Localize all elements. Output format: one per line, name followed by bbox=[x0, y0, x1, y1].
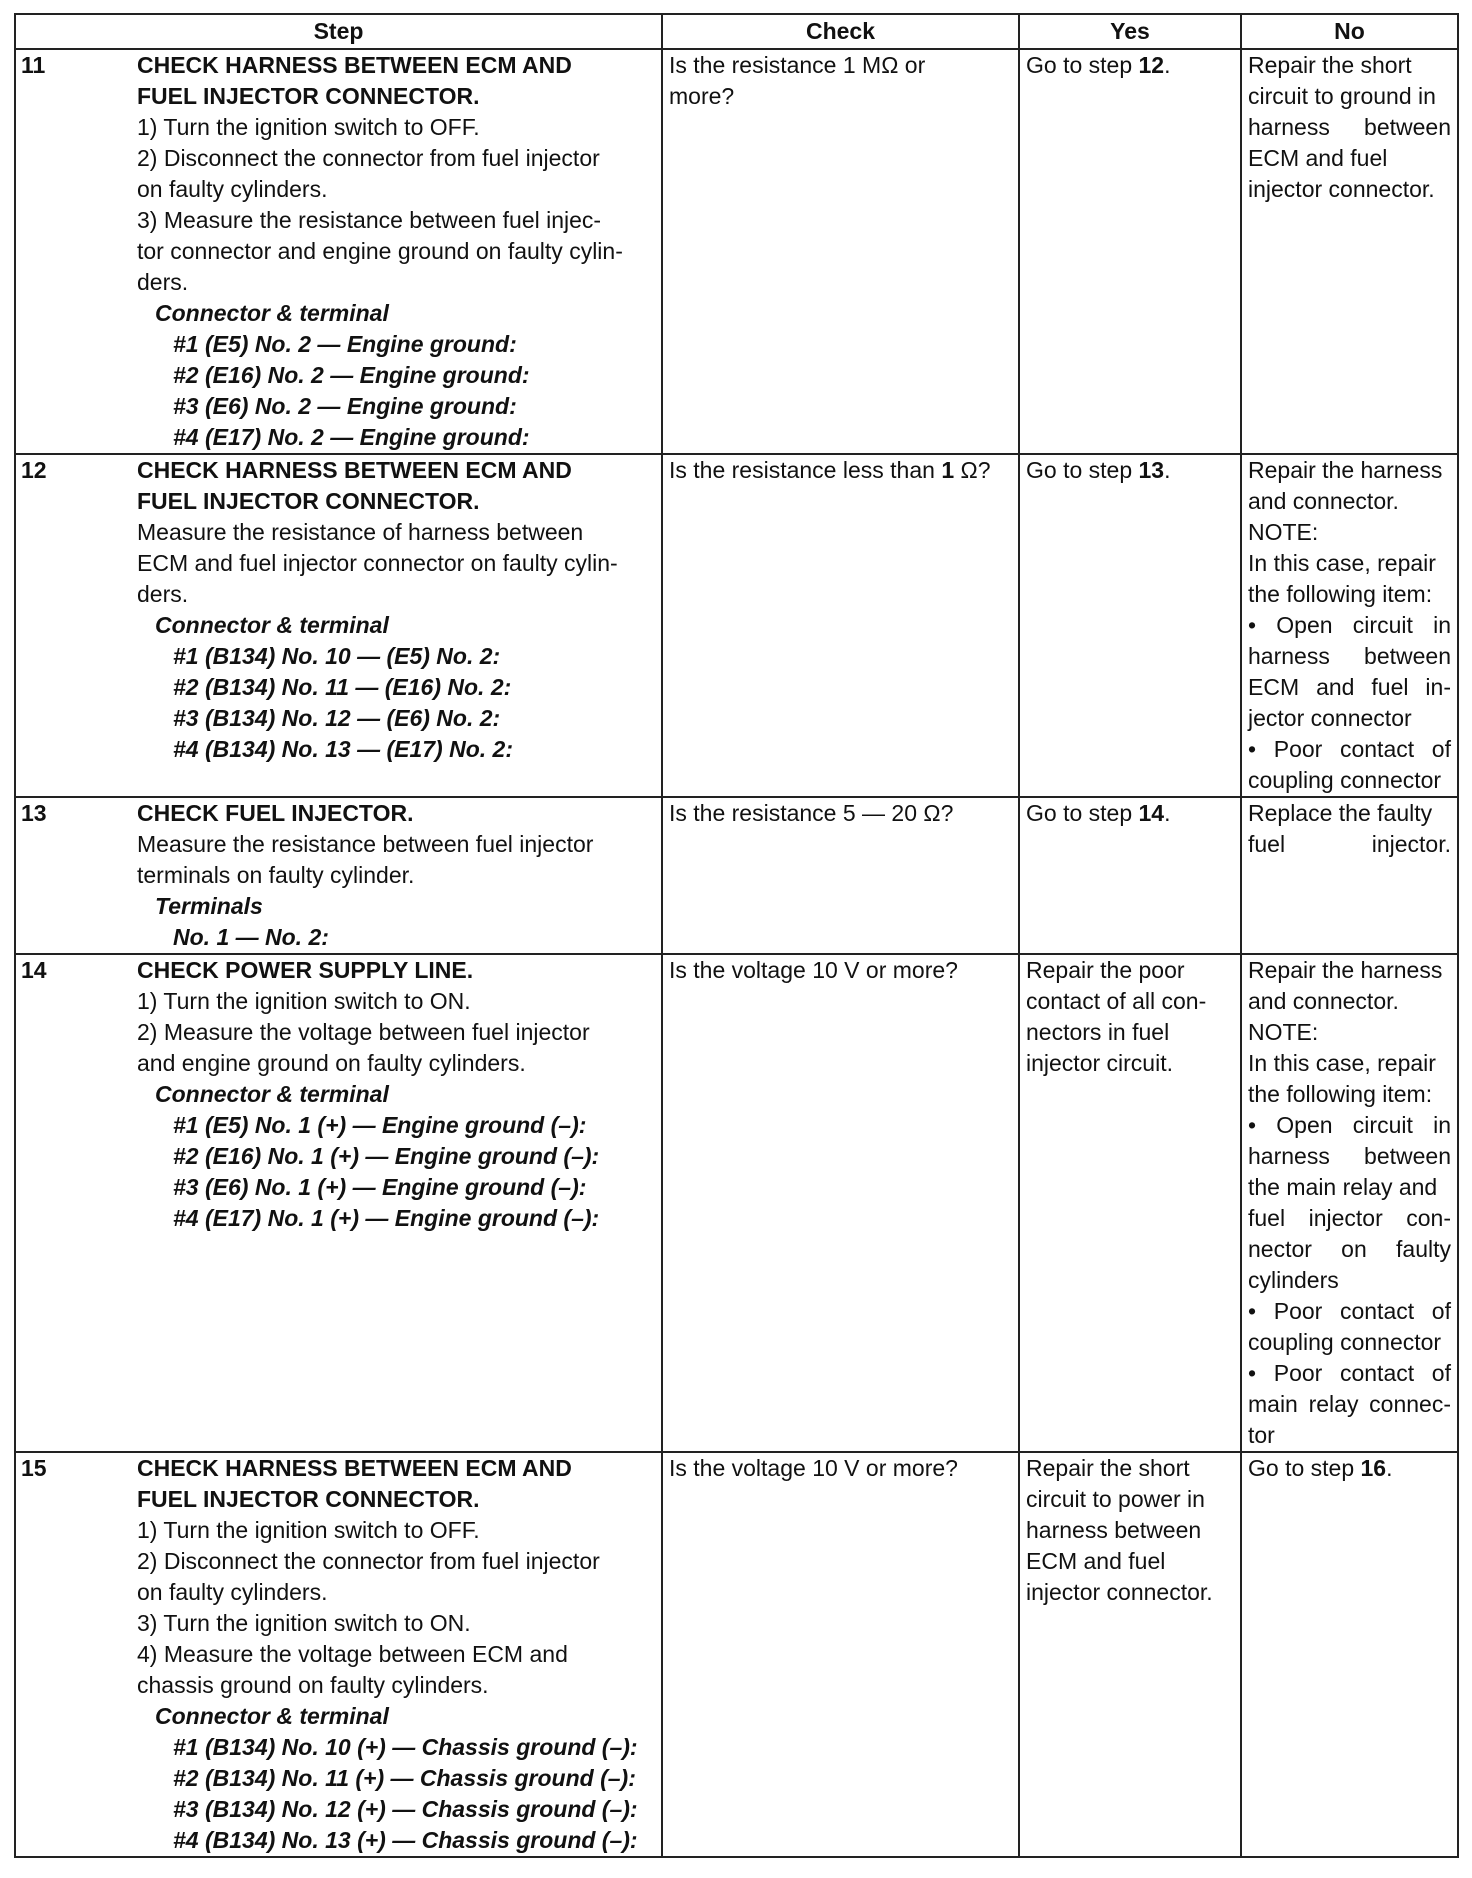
yes-text: Go to step bbox=[1026, 52, 1139, 78]
step-number: 11 bbox=[21, 52, 46, 78]
table-row bbox=[15, 797, 1458, 954]
step-subheading: Connector & terminal bbox=[155, 300, 389, 326]
step-body bbox=[137, 955, 661, 1234]
yes-step-number: 14 bbox=[1138, 800, 1165, 826]
table-row bbox=[15, 454, 1458, 797]
no-line: coupling connector bbox=[1248, 1329, 1442, 1355]
check-cell bbox=[662, 797, 1019, 954]
no-line: In this case, repair bbox=[1248, 1050, 1436, 1076]
no-line: and connector. bbox=[1248, 488, 1399, 514]
no-line: • Open circuit in bbox=[1248, 612, 1451, 638]
no-line: NOTE: bbox=[1248, 519, 1319, 545]
step-terminal: #1 (B134) No. 10 — (E5) No. 2: bbox=[173, 643, 501, 669]
step-title: CHECK HARNESS BETWEEN ECM AND bbox=[137, 1455, 572, 1481]
no-step-number: 16 bbox=[1360, 1455, 1387, 1481]
check-text: Is the resistance less than bbox=[669, 457, 942, 483]
step-content bbox=[16, 955, 661, 1234]
yes-cell bbox=[1019, 954, 1241, 1452]
step-instruction: on faulty cylinders. bbox=[137, 176, 328, 202]
step-cell bbox=[15, 1452, 662, 1857]
no-line: Repair the harness bbox=[1248, 957, 1443, 983]
no-text: Go to step bbox=[1248, 1455, 1361, 1481]
step-instruction: ders. bbox=[137, 269, 189, 295]
check-value: 1 bbox=[941, 457, 955, 483]
no-line: tor bbox=[1248, 1422, 1275, 1448]
step-body bbox=[137, 1453, 661, 1856]
step-title: FUEL INJECTOR CONNECTOR. bbox=[137, 1486, 480, 1512]
step-terminal: #3 (B134) No. 12 — (E6) No. 2: bbox=[173, 705, 501, 731]
no-line: main relay connec- bbox=[1248, 1391, 1451, 1417]
table-row bbox=[15, 954, 1458, 1452]
no-line: coupling connector bbox=[1248, 767, 1442, 793]
no-line: jector connector bbox=[1248, 705, 1412, 731]
step-instruction: 2) Disconnect the connector from fuel injector bbox=[137, 145, 600, 171]
no-line: Replace the faulty bbox=[1248, 800, 1433, 826]
no-line: cylinders bbox=[1248, 1267, 1339, 1293]
no-cell bbox=[1241, 454, 1458, 797]
step-body bbox=[137, 455, 661, 765]
header-yes: Yes bbox=[1019, 14, 1241, 49]
step-content bbox=[16, 455, 661, 765]
no-line: Repair the short bbox=[1248, 52, 1412, 78]
no-line: fuel injector con- bbox=[1248, 1205, 1451, 1231]
yes-line: Repair the poor bbox=[1026, 957, 1185, 983]
step-instruction: 4) Measure the voltage between ECM and bbox=[137, 1641, 568, 1667]
yes-line: harness between bbox=[1026, 1517, 1202, 1543]
check-text: Ω? bbox=[954, 457, 991, 483]
no-line: • Poor contact of bbox=[1248, 1298, 1451, 1324]
step-terminal: #2 (E16) No. 1 (+) — Engine ground (–): bbox=[173, 1143, 600, 1169]
step-terminal: #3 (B134) No. 12 (+) — Chassis ground (–): bbox=[173, 1796, 638, 1822]
step-subheading: Connector & terminal bbox=[155, 612, 389, 638]
check-line: more? bbox=[669, 83, 735, 109]
step-terminal: #3 (E6) No. 2 — Engine ground: bbox=[173, 393, 517, 419]
yes-text: Go to step bbox=[1026, 800, 1139, 826]
yes-text: . bbox=[1164, 52, 1171, 78]
step-instruction: 3) Measure the resistance between fuel injec- bbox=[137, 207, 602, 233]
step-terminal: #2 (E16) No. 2 — Engine ground: bbox=[173, 362, 530, 388]
step-title: CHECK HARNESS BETWEEN ECM AND bbox=[137, 52, 572, 78]
step-cell bbox=[15, 49, 662, 454]
yes-line: circuit to power in bbox=[1026, 1486, 1205, 1512]
header-row bbox=[15, 14, 1458, 49]
check-cell bbox=[662, 454, 1019, 797]
header-no: No bbox=[1241, 14, 1458, 49]
check-line: Is the resistance 1 MΩ or bbox=[669, 52, 926, 78]
header-check: Check bbox=[662, 14, 1019, 49]
step-instruction: on faulty cylinders. bbox=[137, 1579, 328, 1605]
step-instruction: Measure the resistance between fuel injector bbox=[137, 831, 594, 857]
no-line: injector connector. bbox=[1248, 176, 1435, 202]
step-instruction: chassis ground on faulty cylinders. bbox=[137, 1672, 489, 1698]
step-number: 14 bbox=[21, 957, 47, 983]
yes-step-number: 13 bbox=[1138, 457, 1165, 483]
step-instruction: 1) Turn the ignition switch to OFF. bbox=[137, 1517, 480, 1543]
step-number: 13 bbox=[21, 800, 47, 826]
no-text: . bbox=[1386, 1455, 1393, 1481]
yes-line: contact of all con- bbox=[1026, 988, 1207, 1014]
step-title: FUEL INJECTOR CONNECTOR. bbox=[137, 488, 480, 514]
no-line: harness between bbox=[1248, 1143, 1451, 1169]
step-terminal: #4 (E17) No. 1 (+) — Engine ground (–): bbox=[173, 1205, 600, 1231]
no-line: • Poor contact of bbox=[1248, 736, 1451, 762]
step-cell bbox=[15, 797, 662, 954]
diagnostic-table bbox=[14, 13, 1459, 1858]
step-instruction: and engine ground on faulty cylinders. bbox=[137, 1050, 526, 1076]
step-instruction: Measure the resistance of harness between bbox=[137, 519, 584, 545]
yes-cell bbox=[1019, 49, 1241, 454]
step-terminal: No. 1 — No. 2: bbox=[173, 924, 329, 950]
step-title: FUEL INJECTOR CONNECTOR. bbox=[137, 83, 480, 109]
check-cell bbox=[662, 49, 1019, 454]
no-line: the following item: bbox=[1248, 1081, 1433, 1107]
check-cell bbox=[662, 954, 1019, 1452]
yes-line: nectors in fuel bbox=[1026, 1019, 1170, 1045]
no-line: harness between bbox=[1248, 643, 1451, 669]
no-line: nector on faulty bbox=[1248, 1236, 1451, 1262]
step-content bbox=[16, 1453, 661, 1856]
step-terminal: #1 (B134) No. 10 (+) — Chassis ground (–): bbox=[173, 1734, 638, 1760]
no-line: harness between bbox=[1248, 114, 1451, 140]
no-line: the following item: bbox=[1248, 581, 1433, 607]
yes-cell bbox=[1019, 1452, 1241, 1857]
check-line: Is the voltage 10 V or more? bbox=[669, 1455, 958, 1481]
step-instruction: ders. bbox=[137, 581, 189, 607]
step-terminal: #2 (B134) No. 11 (+) — Chassis ground (–): bbox=[173, 1765, 636, 1791]
step-title: CHECK HARNESS BETWEEN ECM AND bbox=[137, 457, 572, 483]
table-row bbox=[15, 1452, 1458, 1857]
step-subheading: Connector & terminal bbox=[155, 1081, 389, 1107]
no-line: • Poor contact of bbox=[1248, 1360, 1451, 1386]
header-step: Step bbox=[15, 14, 662, 49]
yes-line: injector circuit. bbox=[1026, 1050, 1173, 1076]
step-title: CHECK FUEL INJECTOR. bbox=[137, 800, 414, 826]
step-instruction: 2) Disconnect the connector from fuel injector bbox=[137, 1548, 600, 1574]
no-line: • Open circuit in bbox=[1248, 1112, 1451, 1138]
check-cell bbox=[662, 1452, 1019, 1857]
step-terminal: #2 (B134) No. 11 — (E16) No. 2: bbox=[173, 674, 512, 700]
step-instruction: tor connector and engine ground on faulty cylin- bbox=[137, 238, 623, 264]
step-terminal: #4 (E17) No. 2 — Engine ground: bbox=[173, 424, 530, 450]
step-body bbox=[137, 798, 661, 953]
no-line: ECM and fuel bbox=[1248, 145, 1388, 171]
step-title: CHECK POWER SUPPLY LINE. bbox=[137, 957, 474, 983]
step-instruction: 1) Turn the ignition switch to OFF. bbox=[137, 114, 480, 140]
step-cell bbox=[15, 954, 662, 1452]
no-cell bbox=[1241, 49, 1458, 454]
no-line: circuit to ground in bbox=[1248, 83, 1436, 109]
no-line: fuel injector. bbox=[1248, 831, 1451, 857]
step-terminal: #4 (B134) No. 13 — (E17) No. 2: bbox=[173, 736, 513, 762]
no-line bbox=[1248, 1453, 1451, 1484]
no-line: In this case, repair bbox=[1248, 550, 1436, 576]
step-cell bbox=[15, 454, 662, 797]
step-instruction: ECM and fuel injector connector on faulty cylin- bbox=[137, 550, 618, 576]
check-line: Is the voltage 10 V or more? bbox=[669, 957, 958, 983]
step-terminal: #4 (B134) No. 13 (+) — Chassis ground (–): bbox=[173, 1827, 638, 1853]
step-number: 12 bbox=[21, 457, 47, 483]
check-line bbox=[669, 455, 1012, 486]
yes-line: Repair the short bbox=[1026, 1455, 1190, 1481]
step-terminal: #1 (E5) No. 2 — Engine ground: bbox=[173, 331, 517, 357]
yes-line bbox=[1026, 798, 1234, 829]
step-terminal: #3 (E6) No. 1 (+) — Engine ground (–): bbox=[173, 1174, 587, 1200]
yes-line bbox=[1026, 455, 1234, 486]
step-instruction: 1) Turn the ignition switch to ON. bbox=[137, 988, 471, 1014]
step-instruction: 2) Measure the voltage between fuel injector bbox=[137, 1019, 590, 1045]
yes-text: Go to step bbox=[1026, 457, 1139, 483]
step-terminal: #1 (E5) No. 1 (+) — Engine ground (–): bbox=[173, 1112, 587, 1138]
step-instruction: terminals on faulty cylinder. bbox=[137, 862, 415, 888]
yes-line bbox=[1026, 50, 1234, 81]
yes-text: . bbox=[1164, 800, 1171, 826]
no-cell bbox=[1241, 954, 1458, 1452]
no-line: NOTE: bbox=[1248, 1019, 1319, 1045]
yes-cell bbox=[1019, 797, 1241, 954]
no-line: and connector. bbox=[1248, 988, 1399, 1014]
no-line: ECM and fuel in- bbox=[1248, 674, 1451, 700]
step-subheading: Connector & terminal bbox=[155, 1703, 389, 1729]
yes-text: . bbox=[1164, 457, 1171, 483]
step-subheading: Terminals bbox=[155, 893, 263, 919]
yes-step-number: 12 bbox=[1138, 52, 1165, 78]
no-cell bbox=[1241, 1452, 1458, 1857]
no-cell bbox=[1241, 797, 1458, 954]
no-line: Repair the harness bbox=[1248, 457, 1443, 483]
check-line: Is the resistance 5 — 20 Ω? bbox=[669, 800, 954, 826]
table-row bbox=[15, 49, 1458, 454]
step-number: 15 bbox=[21, 1455, 47, 1481]
step-body bbox=[137, 50, 661, 453]
yes-line: injector connector. bbox=[1026, 1579, 1213, 1605]
no-line: the main relay and bbox=[1248, 1174, 1438, 1200]
step-content bbox=[16, 50, 661, 453]
step-content bbox=[16, 798, 661, 953]
yes-cell bbox=[1019, 454, 1241, 797]
yes-line: ECM and fuel bbox=[1026, 1548, 1166, 1574]
step-instruction: 3) Turn the ignition switch to ON. bbox=[137, 1610, 471, 1636]
